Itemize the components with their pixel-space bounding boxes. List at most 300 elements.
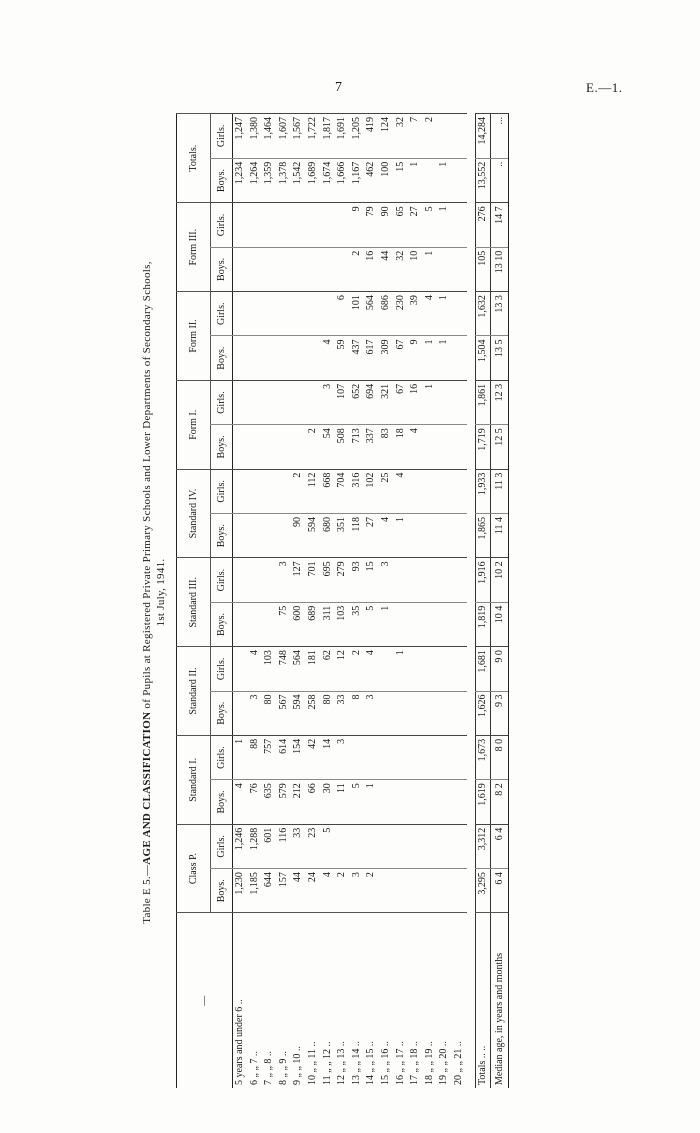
table-cell: 635 — [262, 780, 277, 824]
table-cell: 10 2 — [491, 558, 509, 602]
table-cell: 701 — [306, 558, 321, 602]
table-row — [291, 114, 306, 1089]
table-cell: 1 — [364, 780, 379, 824]
table-cell: 44 — [379, 247, 394, 291]
table-cell: 13 5 — [491, 336, 509, 380]
table-cell: 157 — [277, 869, 292, 913]
table-cell: 4 — [408, 425, 423, 469]
table-cell: 18 — [394, 425, 409, 469]
table-cell: 116 — [277, 824, 292, 868]
table-cell: 102 — [364, 469, 379, 513]
table-cell: 6 4 — [491, 869, 509, 913]
row-label: 10 „ „ 11 .. — [306, 913, 321, 1088]
table-row — [394, 114, 409, 1089]
table-cell — [452, 647, 467, 691]
table-cell: 1,626 — [475, 691, 491, 735]
table-cell: 88 — [248, 735, 263, 779]
table-cell: 2 — [335, 869, 350, 913]
table-cell — [248, 425, 263, 469]
table-cell — [437, 469, 452, 513]
table-cell — [262, 380, 277, 424]
table-row — [248, 114, 263, 1089]
table-cell — [233, 558, 248, 602]
table-row — [437, 114, 452, 1089]
spacer-row — [467, 114, 476, 1089]
table-cell: 4 — [379, 514, 394, 558]
group-header: Totals. — [177, 114, 211, 203]
group-header-row — [177, 114, 211, 1089]
table-cell: 1 — [423, 380, 438, 424]
row-label: Totals .. .. — [475, 913, 491, 1088]
table-cell: 103 — [262, 647, 277, 691]
table-cell: 1,542 — [291, 158, 306, 203]
table-cell — [233, 514, 248, 558]
table-cell: 107 — [335, 380, 350, 424]
table-cell: 3,295 — [475, 869, 491, 913]
table-cell: 3 — [350, 869, 365, 913]
table-cell: 594 — [306, 514, 321, 558]
table-cell — [248, 602, 263, 646]
group-header: Standard III. — [177, 558, 211, 647]
table-cell: 1,689 — [306, 158, 321, 203]
table-cell — [452, 158, 467, 203]
table-cell — [248, 469, 263, 513]
table-cell: 1,666 — [335, 158, 350, 203]
table-cell — [291, 425, 306, 469]
table-cell — [423, 735, 438, 779]
table-cell: 1 — [408, 158, 423, 203]
table-cell: 601 — [262, 824, 277, 868]
table-cell: 80 — [321, 691, 336, 735]
table-cell — [423, 158, 438, 203]
table-cell: 16 — [364, 247, 379, 291]
table-cell: 3 — [335, 735, 350, 779]
table-cell — [437, 647, 452, 691]
table-cell — [379, 780, 394, 824]
table-cell — [423, 425, 438, 469]
table-cell: 10 — [408, 247, 423, 291]
table-cell: 27 — [364, 514, 379, 558]
table-cell: 212 — [291, 780, 306, 824]
table-cell — [379, 824, 394, 868]
table-cell: 79 — [364, 203, 379, 247]
boys-header: Boys. — [211, 869, 233, 913]
table-cell: 1,619 — [475, 780, 491, 824]
table-cell — [233, 292, 248, 336]
table-body — [233, 114, 509, 1089]
table-cell — [291, 380, 306, 424]
row-label: Median age, in years and months — [491, 913, 509, 1088]
table-cell — [248, 380, 263, 424]
table-cell: 1,933 — [475, 469, 491, 513]
table-cell: 5 — [364, 602, 379, 646]
table-cell: 1,464 — [262, 114, 277, 159]
table-cell: 5 — [350, 780, 365, 824]
table-cell: 276 — [475, 203, 491, 247]
table-cell: 2 — [423, 114, 438, 159]
table-cell: 101 — [350, 292, 365, 336]
table-cell: 80 — [262, 691, 277, 735]
row-label: 18 „ „ 19 .. — [423, 913, 438, 1088]
table-cell: 2 — [364, 869, 379, 913]
table-cell: 33 — [291, 824, 306, 868]
group-header: Standard II. — [177, 647, 211, 736]
table-cell: 12 — [335, 647, 350, 691]
table-cell: 30 — [321, 780, 336, 824]
table-cell: 9 — [350, 203, 365, 247]
table-cell: 680 — [321, 514, 336, 558]
table-cell: 4 — [321, 869, 336, 913]
row-label: 17 „ „ 18 .. — [408, 913, 423, 1088]
table-cell: 1 — [394, 647, 409, 691]
table-row — [423, 114, 438, 1089]
girls-header: Girls. — [211, 114, 233, 159]
table-cell: 5 — [321, 824, 336, 868]
table-cell — [262, 247, 277, 291]
table-row — [262, 114, 277, 1089]
table-cell — [233, 691, 248, 735]
table-row — [233, 114, 248, 1089]
boys-header: Boys. — [211, 158, 233, 203]
row-label: 5 years and under 6 .. — [233, 913, 248, 1088]
table-row — [379, 114, 394, 1089]
table-cell: 32 — [394, 114, 409, 159]
table-cell: 10 4 — [491, 602, 509, 646]
table-cell: 668 — [321, 469, 336, 513]
table-cell: ... — [491, 114, 509, 159]
table-cell — [306, 247, 321, 291]
table-cell — [452, 247, 467, 291]
table-cell — [437, 735, 452, 779]
table-cell: 100 — [379, 158, 394, 203]
totals-row — [475, 114, 491, 1089]
table-cell: 1 — [394, 514, 409, 558]
table-cell — [262, 558, 277, 602]
table-cell: 1 — [379, 602, 394, 646]
table-cell: 118 — [350, 514, 365, 558]
table-title — [140, 105, 168, 1080]
table-cell — [452, 380, 467, 424]
table-cell: 1,673 — [475, 735, 491, 779]
table-cell: 13,552 — [475, 158, 491, 203]
table-cell: 9 3 — [491, 691, 509, 735]
table-cell: 230 — [394, 292, 409, 336]
table-cell — [394, 691, 409, 735]
table-cell — [233, 425, 248, 469]
table-row — [452, 114, 467, 1089]
table-cell — [394, 735, 409, 779]
table-cell: 1,246 — [233, 824, 248, 868]
table-cell — [233, 602, 248, 646]
table-row — [350, 114, 365, 1089]
table-cell: 15 — [394, 158, 409, 203]
table-cell: 105 — [475, 247, 491, 291]
table-cell: 8 2 — [491, 780, 509, 824]
table-cell: 33 — [335, 691, 350, 735]
table-cell — [306, 336, 321, 380]
table-cell: 90 — [379, 203, 394, 247]
row-label: 11 „ „ 12 .. — [321, 913, 336, 1088]
table-cell — [452, 292, 467, 336]
table-cell — [452, 824, 467, 868]
table-cell — [452, 691, 467, 735]
table-cell: 594 — [291, 691, 306, 735]
table-cell — [248, 292, 263, 336]
table-cell: 508 — [335, 425, 350, 469]
table-cell — [277, 203, 292, 247]
table-row — [335, 114, 350, 1089]
boys-header: Boys. — [211, 602, 233, 646]
table-cell — [248, 203, 263, 247]
row-label: 15 „ „ 16 .. — [379, 913, 394, 1088]
row-label: 13 „ „ 14 .. — [350, 913, 365, 1088]
table-row — [321, 114, 336, 1089]
table-cell: 54 — [321, 425, 336, 469]
table-cell — [408, 824, 423, 868]
table-cell — [277, 336, 292, 380]
table-cell: 1,916 — [475, 558, 491, 602]
table-cell — [423, 558, 438, 602]
table-cell — [233, 247, 248, 291]
table-cell — [394, 824, 409, 868]
table-cell — [394, 558, 409, 602]
table-cell: 9 — [408, 336, 423, 380]
table-cell — [394, 869, 409, 913]
table-cell: 27 — [408, 203, 423, 247]
table-cell: 564 — [291, 647, 306, 691]
table-cell: 1,167 — [350, 158, 365, 203]
table-cell: 2 — [306, 425, 321, 469]
table-cell — [408, 558, 423, 602]
table-cell — [408, 691, 423, 735]
table-cell — [408, 469, 423, 513]
table-cell — [394, 602, 409, 646]
table-cell: 12 3 — [491, 380, 509, 424]
row-label: 19 „ „ 20 .. — [437, 913, 452, 1088]
table-cell: 1,288 — [248, 824, 263, 868]
table-cell — [248, 336, 263, 380]
median-row — [491, 114, 509, 1089]
table-cell — [335, 824, 350, 868]
table-cell: 1 — [437, 336, 452, 380]
table-cell: 704 — [335, 469, 350, 513]
table-cell — [248, 514, 263, 558]
table-cell: 44 — [291, 869, 306, 913]
table-cell — [452, 514, 467, 558]
table-cell: 25 — [379, 469, 394, 513]
table-cell — [452, 602, 467, 646]
table-cell — [423, 824, 438, 868]
table-cell — [262, 425, 277, 469]
table-cell: 1,719 — [475, 425, 491, 469]
table-cell: 1,205 — [350, 114, 365, 159]
table-cell: 686 — [379, 292, 394, 336]
row-label: 14 „ „ 15 .. — [364, 913, 379, 1088]
table-cell — [408, 602, 423, 646]
table-cell: 1,632 — [475, 292, 491, 336]
table-cell — [423, 691, 438, 735]
table-cell: 154 — [291, 735, 306, 779]
table-cell: 1,722 — [306, 114, 321, 159]
table-cell: 7 — [408, 114, 423, 159]
age-classification-table — [176, 113, 509, 1088]
table-cell: 1,607 — [277, 114, 292, 159]
table-cell: 11 4 — [491, 514, 509, 558]
table-cell: 437 — [350, 336, 365, 380]
table-cell: 13 10 — [491, 247, 509, 291]
boys-header: Boys. — [211, 514, 233, 558]
table-cell — [452, 469, 467, 513]
row-label: 12 „ „ 13 .. — [335, 913, 350, 1088]
table-cell: 15 — [364, 558, 379, 602]
table-cell — [408, 735, 423, 779]
table-cell: 1,264 — [248, 158, 263, 203]
table-cell — [423, 514, 438, 558]
table-cell: 462 — [364, 158, 379, 203]
table-cell — [423, 869, 438, 913]
table-cell: 311 — [321, 602, 336, 646]
table-cell: 1,819 — [475, 602, 491, 646]
boys-header: Boys. — [211, 336, 233, 380]
group-header: Form III. — [177, 203, 211, 292]
table-cell: 14 7 — [491, 203, 509, 247]
table-cell: 3,312 — [475, 824, 491, 868]
table-cell: 1,378 — [277, 158, 292, 203]
girls-header: Girls. — [211, 735, 233, 779]
boys-header: Boys. — [211, 691, 233, 735]
table-cell: 59 — [335, 336, 350, 380]
girls-header: Girls. — [211, 824, 233, 868]
table-cell: 76 — [248, 780, 263, 824]
table-cell: .. — [491, 158, 509, 203]
table-cell: 1 — [233, 735, 248, 779]
table-cell: 579 — [277, 780, 292, 824]
table-cell: 9 0 — [491, 647, 509, 691]
table-cell: 713 — [350, 425, 365, 469]
table-cell — [452, 735, 467, 779]
table-cell: 6 — [335, 292, 350, 336]
table-cell: 316 — [350, 469, 365, 513]
table-cell: 93 — [350, 558, 365, 602]
table-cell — [437, 602, 452, 646]
girls-header: Girls. — [211, 469, 233, 513]
group-header: Form I. — [177, 380, 211, 469]
table-cell — [452, 336, 467, 380]
table-row — [408, 114, 423, 1089]
table-cell — [233, 203, 248, 247]
table-cell: 1 — [437, 292, 452, 336]
table-cell: 1,681 — [475, 647, 491, 691]
table-cell — [437, 780, 452, 824]
table-cell: 2 — [291, 469, 306, 513]
table-cell: 689 — [306, 602, 321, 646]
table-cell — [335, 247, 350, 291]
table-cell: 2 — [350, 647, 365, 691]
table-cell — [379, 647, 394, 691]
table-cell: 3 — [321, 380, 336, 424]
table-cell: 181 — [306, 647, 321, 691]
table-cell: 8 — [350, 691, 365, 735]
boys-header: Boys. — [211, 425, 233, 469]
table-cell — [262, 203, 277, 247]
row-label: 20 „ „ 21 .. — [452, 913, 467, 1088]
table-cell — [262, 602, 277, 646]
table-cell — [277, 247, 292, 291]
table-cell: 1 — [423, 247, 438, 291]
table-cell: 35 — [350, 602, 365, 646]
table-cell: 62 — [321, 647, 336, 691]
title-bold: AGE AND CLASSIFICATION — [141, 711, 153, 865]
table-cell: 127 — [291, 558, 306, 602]
boys-header: Boys. — [211, 247, 233, 291]
table-cell — [291, 336, 306, 380]
table-cell: 5 — [423, 203, 438, 247]
table-cell: 1,674 — [321, 158, 336, 203]
table-cell: 14 — [321, 735, 336, 779]
spacer-cell — [467, 114, 476, 1089]
table-cell — [262, 514, 277, 558]
table-cell: 65 — [394, 203, 409, 247]
table-cell — [350, 824, 365, 868]
table-cell — [335, 203, 350, 247]
table-cell: 1,504 — [475, 336, 491, 380]
row-label: 7 „ „ 8 .. — [262, 913, 277, 1088]
table-cell: 1 — [423, 336, 438, 380]
group-header: Class P. — [177, 824, 211, 913]
table-cell — [437, 514, 452, 558]
row-label: 8 „ „ 9 .. — [277, 913, 292, 1088]
girls-header: Girls. — [211, 292, 233, 336]
table-cell — [321, 247, 336, 291]
table-cell: 3 — [364, 691, 379, 735]
table-cell — [452, 780, 467, 824]
table-cell: 32 — [394, 247, 409, 291]
table-cell — [379, 735, 394, 779]
table-cell: 75 — [277, 602, 292, 646]
table-cell — [437, 824, 452, 868]
table-cell: 309 — [379, 336, 394, 380]
table-cell — [248, 558, 263, 602]
girls-header: Girls. — [211, 558, 233, 602]
table-cell — [452, 558, 467, 602]
table-row — [306, 114, 321, 1089]
table-cell — [306, 292, 321, 336]
table-cell — [423, 780, 438, 824]
table-cell — [233, 380, 248, 424]
table-cell — [437, 869, 452, 913]
table-cell: 83 — [379, 425, 394, 469]
table-cell — [394, 780, 409, 824]
table-cell: 124 — [379, 114, 394, 159]
table-cell: 8 0 — [491, 735, 509, 779]
table-cell: 67 — [394, 380, 409, 424]
table-cell: 23 — [306, 824, 321, 868]
table-cell — [291, 203, 306, 247]
table-cell — [277, 514, 292, 558]
group-header: Standard IV. — [177, 469, 211, 558]
table-cell: 600 — [291, 602, 306, 646]
table-cell — [233, 469, 248, 513]
table-cell — [321, 292, 336, 336]
table-cell: 337 — [364, 425, 379, 469]
table-cell: 279 — [335, 558, 350, 602]
table-cell: 39 — [408, 292, 423, 336]
table-cell — [233, 336, 248, 380]
table-cell — [408, 780, 423, 824]
table-cell: 11 3 — [491, 469, 509, 513]
table-cell: 2 — [350, 247, 365, 291]
label-header: — — [177, 913, 233, 1088]
